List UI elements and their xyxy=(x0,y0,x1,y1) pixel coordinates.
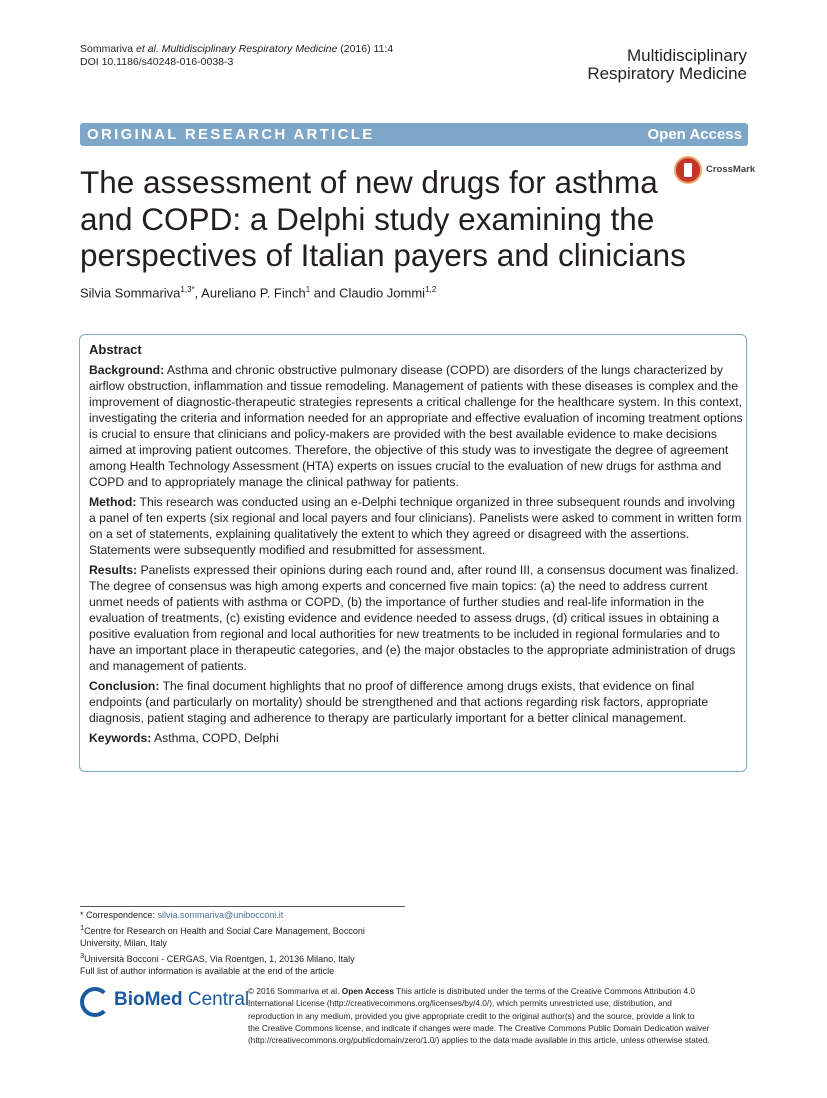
affiliation-1 xyxy=(80,922,410,938)
abstract-keywords xyxy=(89,730,743,746)
title-line: and COPD: a Delphi study examining the xyxy=(80,200,655,237)
abstract-content xyxy=(89,342,743,750)
section-text: Asthma, COPD, Delphi xyxy=(151,731,279,745)
citation-volume: (2016) 11:4 xyxy=(337,43,394,55)
section-label: Conclusion: xyxy=(89,679,160,693)
doi-line[interactable]: DOI 10.1186/s40248-016-0038-3 xyxy=(80,56,234,68)
section-text: This research was conducted using an e-Delphi technique organized in three subsequent rounds and involving a panel of ten experts (six regional and local payers and four clinicians). Panelists were asked to comment in written form on a set of statements, explaining qualitatively the extent to which they agreed or disagreed with the assertions. Statements were subsequently modified and resubmitted for assessment. xyxy=(89,495,742,557)
license-line: International License (http://creativecommons.org/licenses/by/4.0/), which permits unrestricted use, distribution, and xyxy=(248,998,672,1009)
journal-name-line1: Multidisciplinary xyxy=(627,46,747,65)
abstract-box xyxy=(79,334,747,772)
correspondence-label: * Correspondence: xyxy=(80,910,158,920)
abstract-background xyxy=(89,362,743,490)
biomed-central-logo[interactable] xyxy=(80,986,250,1016)
license-text: This article is distributed under the terms of the Creative Commons Attribution 4.0 xyxy=(394,986,695,996)
publisher-name-regular: Central xyxy=(182,989,250,1010)
article-title xyxy=(80,164,686,274)
license-line: the Creative Commons license, and indicate if changes were made. The Creative Commons Public Domain Dedication waiver xyxy=(248,1022,710,1033)
citation-authors: Sommariva xyxy=(80,43,137,55)
article-type-banner xyxy=(80,123,748,146)
full-author-info-note: Full list of author information is available at the end of the article xyxy=(80,966,335,976)
article-type-label: ORIGINAL RESEARCH ARTICLE xyxy=(87,126,375,143)
license-statement xyxy=(248,985,748,1046)
author-name[interactable]: Aureliano P. Finch xyxy=(201,285,306,301)
author-name[interactable]: Claudio Jommi xyxy=(339,285,426,301)
publisher-name xyxy=(114,989,249,1011)
affiliation-marker: 1 xyxy=(80,922,85,932)
section-label: Method: xyxy=(89,495,137,509)
section-text: The final document highlights that no proof of difference among drugs exists, that evidence on final endpoints (and particularly on mortality) should be strengthened and that actions regarding risk factors, appropriate diagnosis, patient staging and adherence to therapy are particularly important for a better clinical management. xyxy=(89,679,709,725)
affiliation-marker: 3 xyxy=(80,950,85,960)
abstract-results xyxy=(89,562,743,674)
correspondence-email-link[interactable]: silvia.sommariva@unibocconi.it xyxy=(157,910,284,920)
open-access-bold: Open Access xyxy=(341,986,394,996)
author-list xyxy=(80,285,436,300)
crossmark-button[interactable] xyxy=(674,156,764,186)
author-separator: and xyxy=(310,285,340,301)
footnote-divider xyxy=(80,906,405,907)
title-line: The assessment of new drugs for asthma xyxy=(80,164,658,200)
correspondence-line xyxy=(80,909,410,922)
open-access-label: Open Access xyxy=(647,126,742,143)
author-affiliation-marker: 1,3* xyxy=(180,285,195,294)
abstract-heading: Abstract xyxy=(89,342,142,357)
journal-name-line2: Respiratory Medicine xyxy=(587,64,747,83)
citation-line xyxy=(80,43,393,56)
section-label: Results: xyxy=(89,563,138,577)
affiliation-text: Università Bocconi - CERGAS, Via Roentgen, 1, 20136 Milano, Italy xyxy=(84,953,355,964)
author-affiliation-marker: 1,2 xyxy=(425,285,437,294)
footnotes xyxy=(80,909,410,978)
abstract-conclusion xyxy=(89,678,743,726)
biomed-ring-icon xyxy=(80,987,110,1017)
author-separator: , xyxy=(194,285,202,301)
section-label: Background: xyxy=(89,363,165,377)
publisher-name-bold: BioMed xyxy=(114,989,183,1010)
affiliation-1-cont: University, Milan, Italy xyxy=(80,938,167,948)
citation-block xyxy=(80,43,393,69)
license-line: reproduction in any medium, provided you give appropriate credit to the original author(s) and the source, provide a link to xyxy=(248,1010,695,1021)
section-label: Keywords: xyxy=(89,731,152,745)
license-line: (http://creativecommons.org/publicdomain/zero/1.0/) applies to the data made available in this article, unless otherwise stated. xyxy=(248,1035,710,1046)
section-text: Asthma and chronic obstructive pulmonary disease (COPD) are disorders of the lungs characterized by airflow obstruction, inflammation and tissue remodeling. Management of patients with these diseases is complex and the improvement of diagnostic-therapeutic strategies represents a critical challenge for the healthcare system. In this context, investigating the criteria and information needed for an appropriate and effective evaluation of incoming treatment options is crucial to ensure that clinicians and policy-makers are provided with the best available evidence to make decisions aimed at improving patient outcomes. Therefore, the objective of this study was to investigate the degree of agreement among Health Technology Assessment (HTA) experts on issues crucial to the evaluation of new drugs for asthma and COPD and to appropriately manage the clinical pathway for patients. xyxy=(89,363,743,489)
affiliation-text: Centre for Research on Health and Social Care Management, Bocconi xyxy=(84,925,365,936)
author-name[interactable]: Silvia Sommariva xyxy=(80,285,181,301)
abstract-method xyxy=(89,494,743,558)
crossmark-label: CrossMark xyxy=(706,164,756,175)
journal-logo xyxy=(587,47,747,83)
affiliation-3 xyxy=(80,950,410,966)
author-affiliation-marker: 1 xyxy=(305,285,311,294)
title-line: perspectives of Italian payers and clinicians xyxy=(80,237,686,273)
copyright-text: © 2016 Sommariva et al. xyxy=(248,986,342,996)
citation-journal: et al. Multidisciplinary Respiratory Medicine xyxy=(136,43,338,55)
section-text: Panelists expressed their opinions during each round and, after round III, a consensus document was finalized. The degree of consensus was high among experts and concerned five main topics: (a) the need to address current unmet needs of patients with asthma or COPD, (b) the importance of further studies and real-life information in the evaluation of treatments, (c) existing evidence and evidence needed to assess drugs, (d) critical issues in obtaining a positive evaluation from regional and local authorities for new treatments to be included in regional formularies and to have an important place in therapeutic categories, and (e) the major obstacles to the appropriate administration of drugs and management of patients. xyxy=(89,563,739,673)
license-line xyxy=(248,985,748,997)
